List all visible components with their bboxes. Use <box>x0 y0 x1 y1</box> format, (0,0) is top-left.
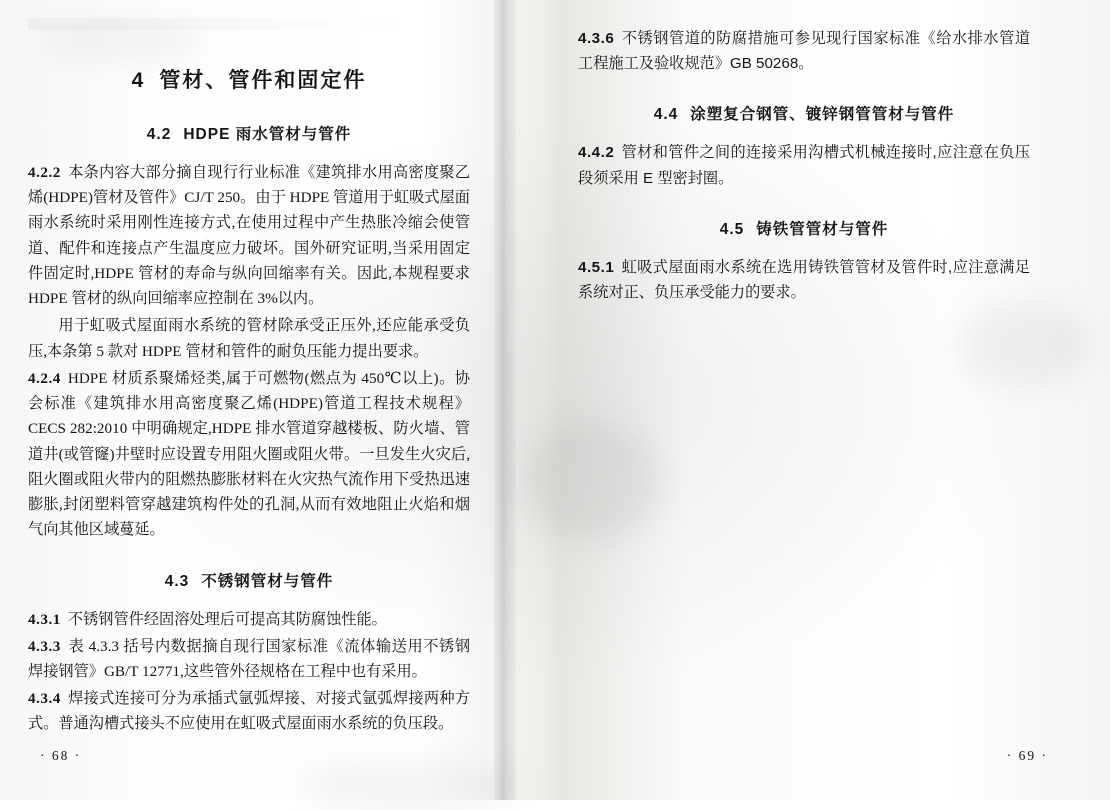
clause-number: 4.3.3 <box>28 637 61 655</box>
section-number: 4.5 <box>719 220 745 238</box>
left-page <box>0 0 494 800</box>
clause-number: 4.3.6 <box>578 30 615 47</box>
clause-number: 4.2.4 <box>28 369 61 387</box>
chapter-title: 管材、管件和固定件 <box>159 69 367 92</box>
clause-text: 虹吸式屋面雨水系统在选用铸铁管管材及管件时,应注意满足系统对正、负压承受能力的要求。 <box>578 258 1030 302</box>
clause-number: 4.3.4 <box>28 690 61 708</box>
clause-paragraph <box>28 313 470 363</box>
clause-paragraph <box>578 26 1030 76</box>
section-number: 4.2 <box>146 126 172 143</box>
clause-paragraph <box>28 607 470 632</box>
clause-text: 本条内容大部分摘自现行行业标准《建筑排水用高密度聚乙烯(HDPE)管材及管件》CJ/T 250。由于 HDPE 管道用于虹吸式屋面雨水系统时采用刚性连接方式,在使用过程中产生热胀冷缩会使管道、配件和连接点产生温度应力破坏。国外研究证明,当采用固定件固定时,HDPE 管材的寿命与纵向回缩率有关。因此,本规程要求 HDPE 管材的纵向回缩率应控制在 3%以内。 <box>28 164 470 308</box>
clause-paragraph <box>578 140 1030 190</box>
chapter-number: 4 <box>131 69 146 92</box>
clause-text: 管材和管件之间的连接采用沟槽式机械连接时,应注意在负压段须采用 E 型密封圈。 <box>578 144 1030 187</box>
clause-text: 不锈钢管件经固溶处理后可提高其防腐蚀性能。 <box>67 610 387 628</box>
clause-text: 用于虹吸式屋面雨水系统的管材除承受正压外,还应能承受负压,本条第 5 款对 HDPE 管材和管件的耐负压能力提出要求。 <box>28 317 470 360</box>
faint-show-through-line <box>28 18 417 30</box>
section-heading-4-3 <box>28 569 470 591</box>
clause-paragraph <box>28 366 470 543</box>
section-number: 4.3 <box>164 572 190 590</box>
page-number-right: · 69 · <box>1006 748 1048 763</box>
clause-number: 4.4.2 <box>578 144 615 162</box>
clause-paragraph <box>28 634 470 684</box>
section-number: 4.4 <box>653 106 679 124</box>
section-title: 铸铁管管材与管件 <box>756 220 889 238</box>
clause-text: 焊接式连接可分为承插式氩弧焊接、对接式氩弧焊接两种方式。普通沟槽式接头不应使用在虹吸式屋面雨水系统的负压段。 <box>28 690 470 733</box>
clause-number: 4.3.1 <box>28 610 61 628</box>
page-gutter-shadow <box>494 0 516 800</box>
clause-text: 表 4.3.3 括号内数据摘自现行国家标准《流体输送用不锈钢焊接钢管》GB/T 12771,这些管外径规格在工程中也有采用。 <box>28 637 470 680</box>
right-page <box>516 0 1110 800</box>
section-heading-4-4 <box>578 102 1030 124</box>
chapter-heading <box>28 64 470 94</box>
clause-number: 4.2.2 <box>28 164 61 181</box>
clause-paragraph <box>28 160 470 311</box>
section-heading-4-5 <box>578 217 1030 239</box>
clause-text: HDPE 材质系聚烯烃类,属于可燃物(燃点为 450℃以上)。协会标准《建筑排水用高密度聚乙烯(HDPE)管道工程技术规程》CECS 282:2010 中明确规定,HDPE 排水管道穿越楼板、防火墙、管道井(或管窿)井壁时应设置专用阻火圈或阻火带。一旦发生火灾后,阻火圈或阻火带内的阻燃热膨胀材料在火灾热气流作用下受热迅速膨胀,封闭塑料管穿越建筑构件处的孔洞,从而有效地阻止火焰和烟气向其他区域蔓延。 <box>28 369 470 539</box>
section-title: 不锈钢管材与管件 <box>201 572 334 590</box>
clause-paragraph <box>578 255 1030 305</box>
page-number-left: · 68 · <box>40 748 82 763</box>
clause-number: 4.5.1 <box>578 258 615 276</box>
section-heading-4-2 <box>28 122 470 144</box>
clause-paragraph <box>28 686 470 736</box>
section-title: HDPE 雨水管材与管件 <box>183 126 352 143</box>
right-page-content <box>578 18 1030 307</box>
section-title: 涂塑复合钢管、镀锌钢管管材与管件 <box>690 106 955 124</box>
clause-text: 不锈钢管道的防腐措施可参见现行国家标准《给水排水管道工程施工及验收规范》GB 50268。 <box>578 30 1030 73</box>
left-page-content <box>28 18 470 739</box>
